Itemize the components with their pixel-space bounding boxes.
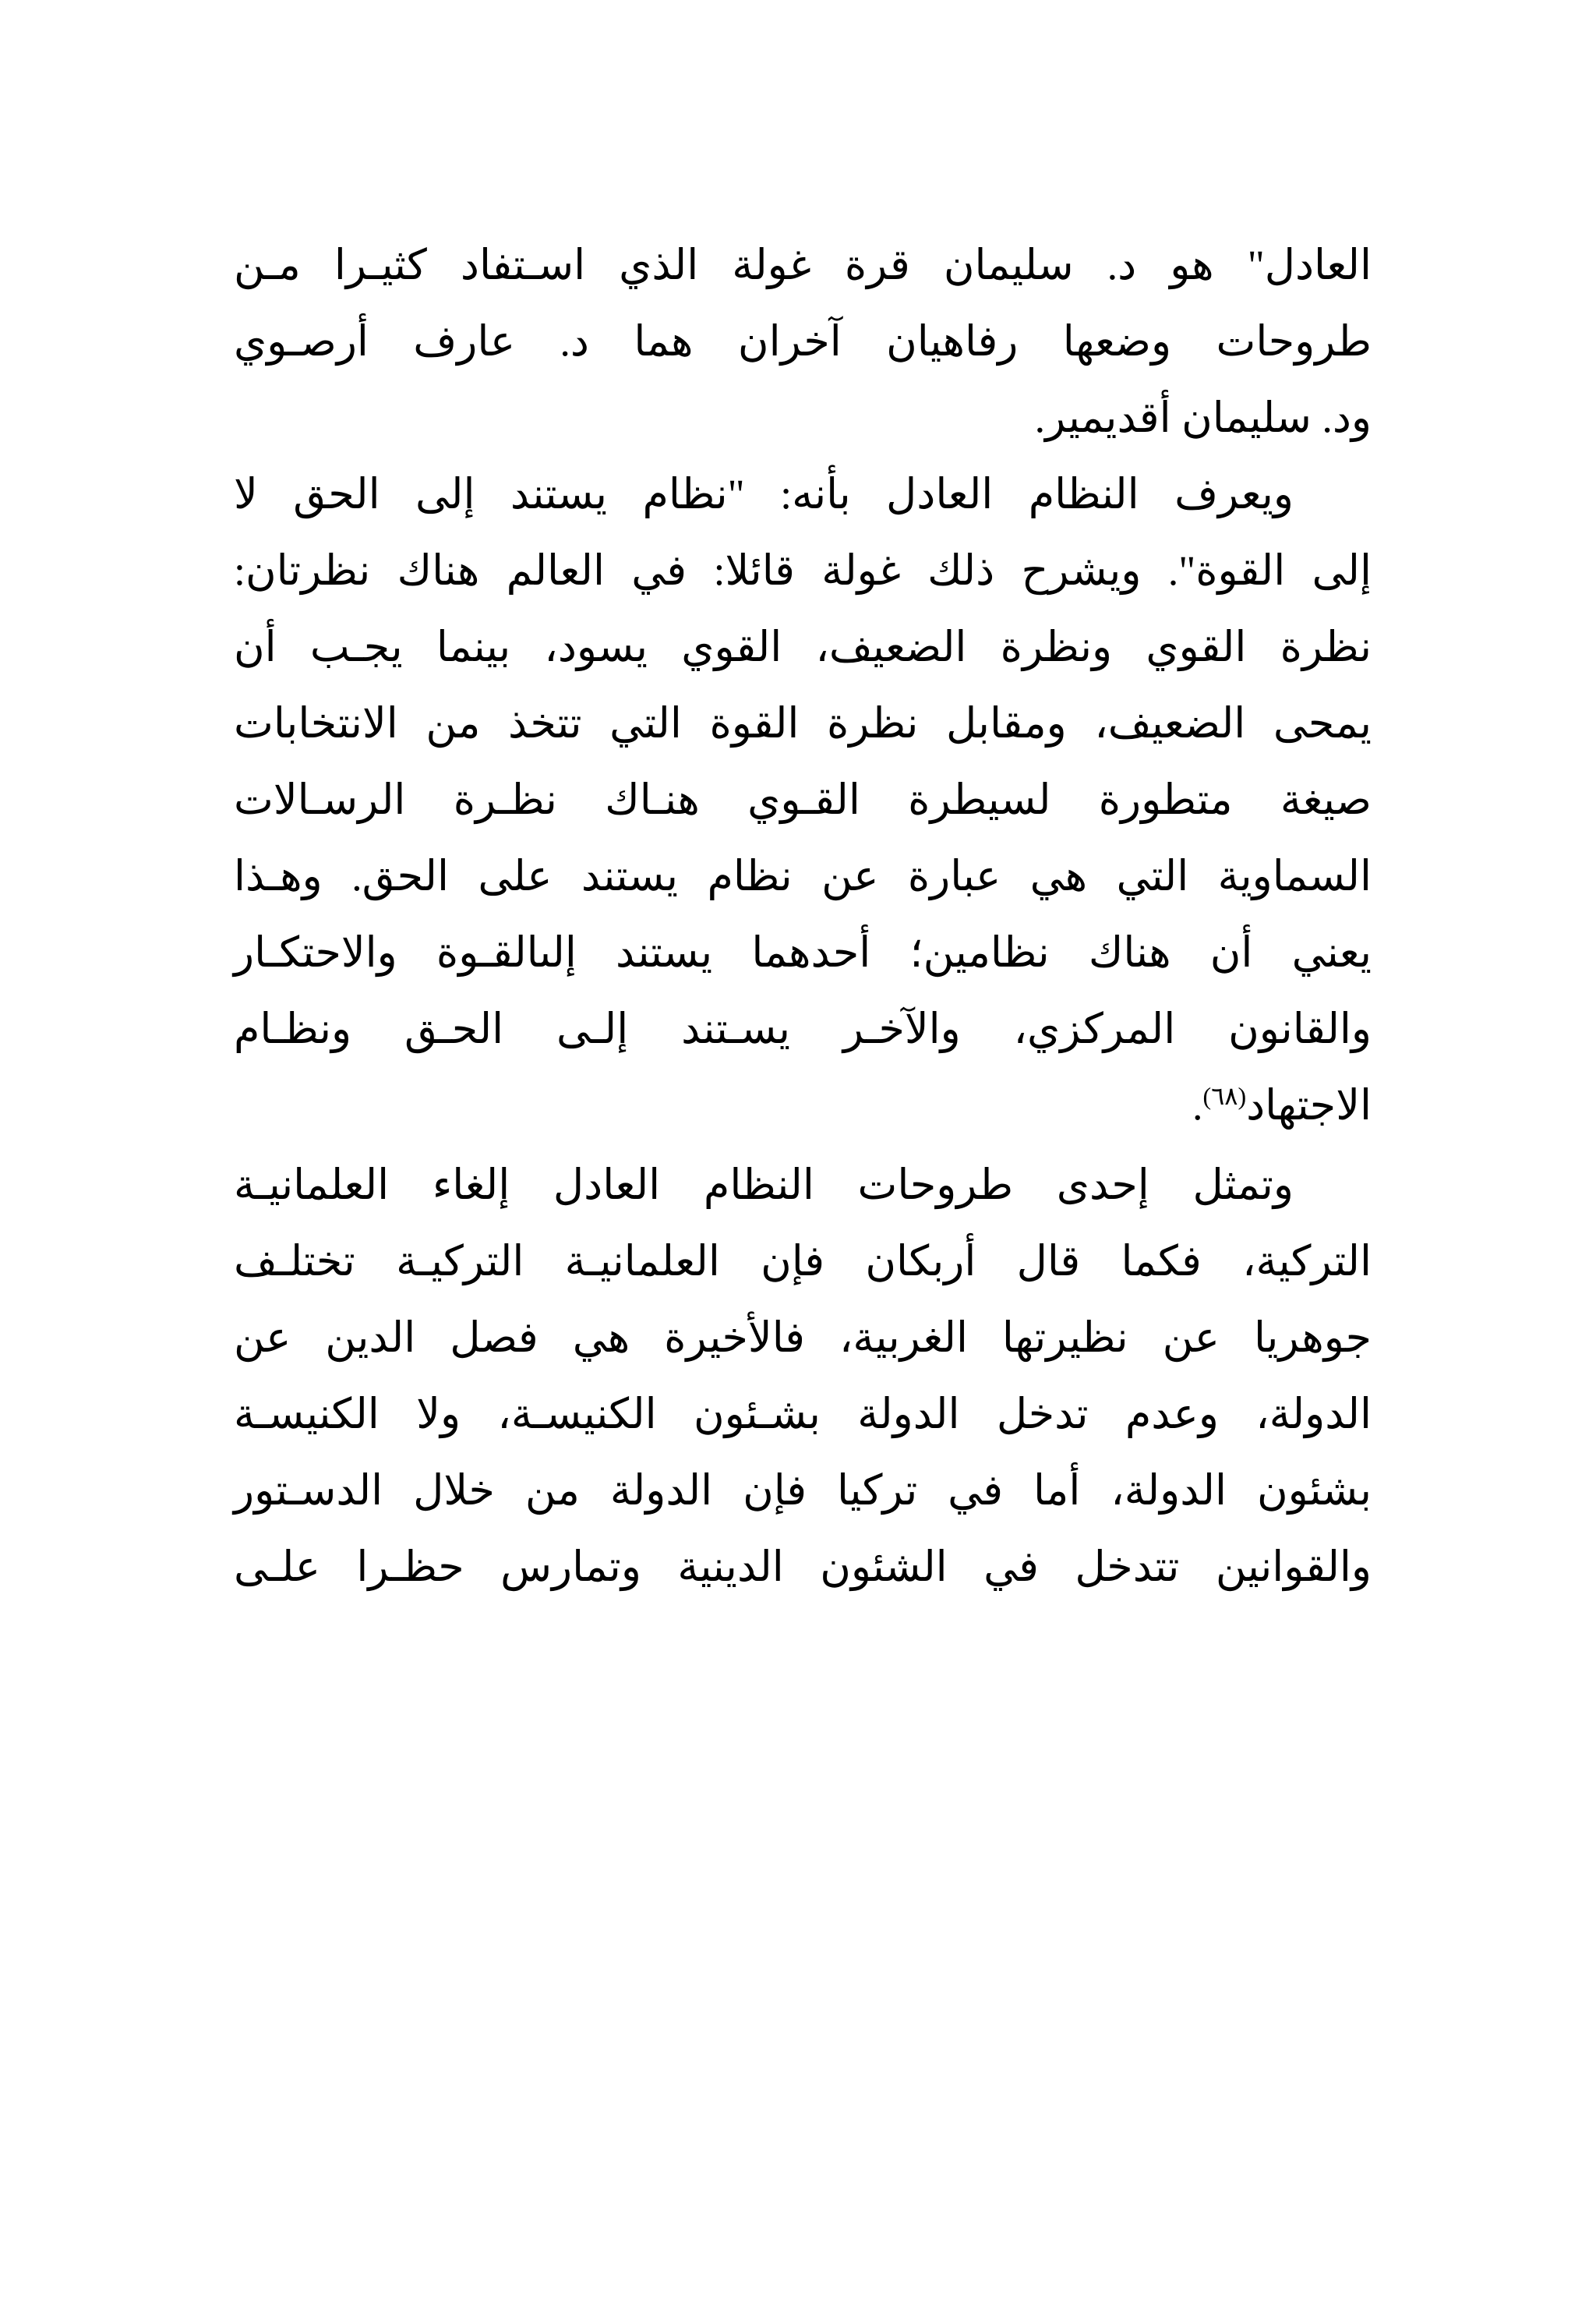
text-line: ود. سليمان أقديمير. <box>1034 394 1372 441</box>
footnote-reference: (٦٨) <box>1202 1082 1247 1110</box>
text-line: الدولة، وعدم تدخل الدولة بشـئون الكنيسـة، ولا الكنيسـة <box>234 1391 1372 1437</box>
text-line: يعني أن هناك نظامين؛ أحدهما يستند إلىالقـوة والاحتكـار <box>234 929 1372 976</box>
text-line: إلى القوة". ويشرح ذلك غولة قائلا: في العالم هناك نظرتان: <box>234 547 1372 594</box>
text-line: السماوية التي هي عبارة عن نظام يستند على الحق. وهـذا <box>234 853 1372 900</box>
text-line: والقوانين تتدخل في الشئون الدينية وتمارس حظـرا علـى <box>234 1543 1372 1590</box>
text-line: وتمثل إحدى طروحات النظام العادل إلغاء العلمانيـة <box>234 1161 1294 1208</box>
text-line: صيغة متطورة لسيطرة القـوي هنـاك نظـرة الرسـالات <box>234 776 1372 823</box>
text-line <box>234 1070 1372 1140</box>
text-line: العادل" هو د. سليمان قرة غولة الذي اسـتفاد كثيـرا مـن <box>234 242 1372 288</box>
text-line: نظرة القوي ونظرة الضعيف، القوي يسود، بينما يجـب أن <box>234 624 1372 670</box>
text-line: يمحى الضعيف، ومقابل نظرة القوة التي تتخذ من الانتخابات <box>234 700 1372 747</box>
text-line: بشئون الدولة، أما في تركيا فإن الدولة من خلال الدسـتور <box>234 1467 1372 1514</box>
text-line: والقانون المركزي، والآخـر يسـتند إلـى الحـق ونظـام <box>234 1006 1372 1052</box>
text-line: طروحات وضعها رفاهيان آخران هما د. عارف أرصـوي <box>234 318 1372 365</box>
text-line: جوهريا عن نظيرتها الغربية، فالأخيرة هي فصل الدين عن <box>234 1314 1372 1361</box>
text-fragment: الاجتهاد <box>1246 1082 1372 1129</box>
text-line: التركية، فكما قال أربكان فإن العلمانيـة التركيـة تختلـف <box>234 1238 1372 1285</box>
text-line: ويعرف النظام العادل بأنه: "نظام يستند إلى الحق لا <box>234 471 1294 518</box>
period: . <box>1192 1082 1203 1129</box>
